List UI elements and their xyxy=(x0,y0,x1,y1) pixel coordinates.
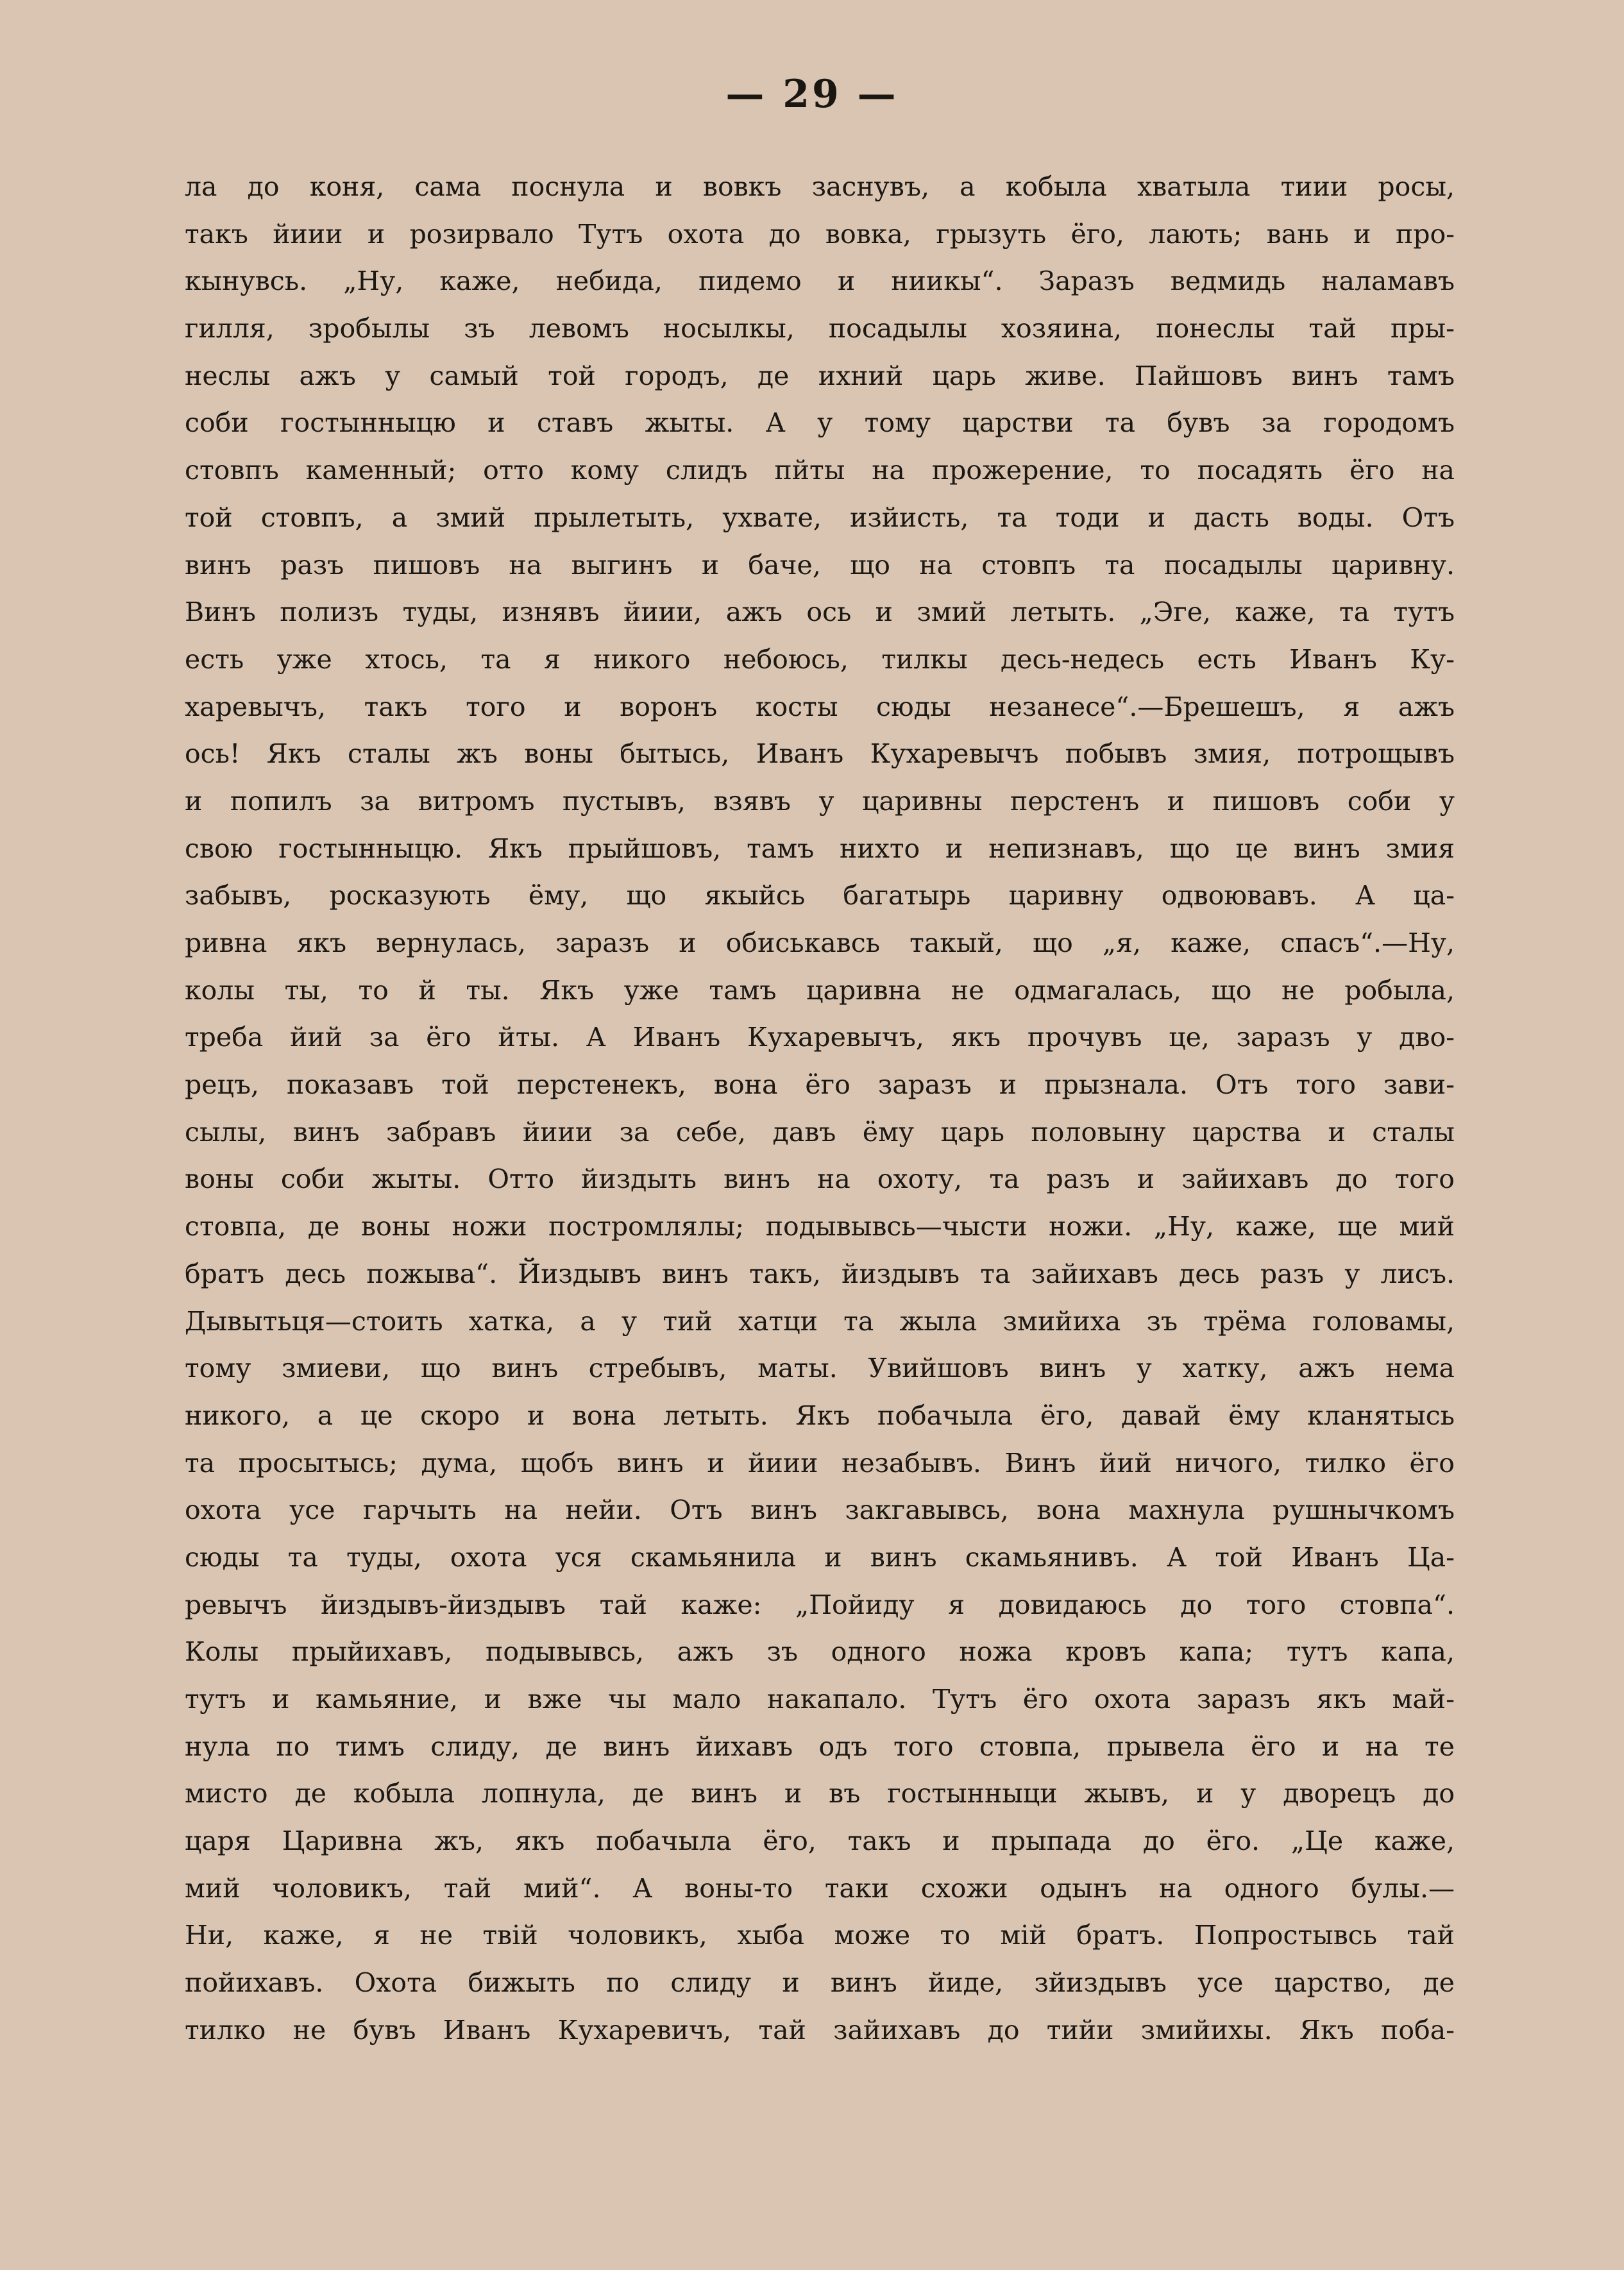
text-line: стовпъ каменный; отто кому слидъ пйты на прожерение, то посадять ёго на xyxy=(185,455,1455,486)
text-line: ла до коня, сама поснула и вовкъ заснувъ, а кобыла хватыла тиии росы, xyxy=(185,171,1455,202)
text-line: и попилъ за витромъ пустывъ, взявъ у царивны перстенъ и пишовъ соби у xyxy=(185,785,1455,817)
text-line: такъ йиии и розирвало Тутъ охота до вовка, грызуть ёго, лають; вань и про- xyxy=(185,218,1455,250)
text-line: соби гостынныцю и ставъ жыты. А у тому царстви та бувъ за городомъ xyxy=(185,407,1455,439)
text-line: ось! Якъ сталы жъ воны бытысь, Иванъ Кухаревычъ побывъ змия, потрощывъ xyxy=(185,738,1455,770)
text-line: забывъ, росказують ёму, що якыйсь багатырь царивну одвоювавъ. А ца- xyxy=(185,880,1455,911)
text-line: рецъ, показавъ той перстенекъ, вона ёго заразъ и прызнала. Отъ того зави- xyxy=(185,1069,1455,1101)
text-line: та просытысь; дума, щобъ винъ и йиии незабывъ. Винъ йий ничого, тилко ёго xyxy=(185,1447,1455,1478)
text-line: гилля, зробылы зъ левомъ носылкы, посадылы хозяина, понеслы тай пры- xyxy=(185,313,1455,344)
text-line: Винъ полизъ туды, изнявъ йиии, ажъ ось и змий летыть. „Эге, каже, та тутъ xyxy=(185,597,1455,628)
text-line: стовпа, де воны ножи постромлялы; подывывсь—чысти ножи. „Ну, каже, ще мий xyxy=(185,1211,1455,1242)
page-number: — 29 — xyxy=(725,72,899,117)
text-line: никого, а це скоро и вона летыть. Якъ побачыла ёго, давай ёму кланятысь xyxy=(185,1400,1455,1431)
text-line: братъ десь пожыва“. Йиздывъ винъ такъ, йиздывъ та зайихавъ десь разъ у лисъ. xyxy=(185,1258,1455,1289)
text-line: пойихавъ. Охота бижыть по слиду и винъ йиде, зйиздывъ усе царство, де xyxy=(185,1967,1455,1999)
text-line: охота усе гарчыть на нейи. Отъ винъ закгавывсь, вона махнула рушнычкомъ xyxy=(185,1495,1455,1526)
text-line: воны соби жыты. Отто йиздыть винъ на охоту, та разъ и зайихавъ до того xyxy=(185,1164,1455,1195)
text-line: тому змиеви, що винъ стребывъ, маты. Увийшовъ винъ у хатку, ажъ нема xyxy=(185,1353,1455,1384)
text-line: нула по тимъ слиду, де винъ йихавъ одъ того стовпа, прывела ёго и на те xyxy=(185,1731,1455,1762)
text-line: кынувсь. „Ну, каже, небида, пидемо и ниикы“. Заразъ ведмидь наламавъ xyxy=(185,266,1455,297)
text-line: харевычъ, такъ того и воронъ косты сюды незанесе“.—Брешешъ, я ажъ xyxy=(185,691,1455,722)
text-line: мисто де кобыла лопнула, де винъ и въ гостынныци жывъ, и у дворецъ до xyxy=(185,1778,1455,1809)
text-line: ривна якъ вернулась, заразъ и обиськавсь такый, що „я, каже, спасъ“.—Ну, xyxy=(185,927,1455,958)
body-text xyxy=(185,164,1455,2054)
text-line: свою гостынныцю. Якъ прыйшовъ, тамъ нихто и непизнавъ, що це винъ змия xyxy=(185,833,1455,864)
text-line: неслы ажъ у самый той городъ, де ихний царь живе. Пайшовъ винъ тамъ xyxy=(185,360,1455,391)
text-line: Дывытьця—стоить хатка, а у тий хатци та жыла змийиха зъ трёма головамы, xyxy=(185,1305,1455,1337)
text-line: тутъ и камьяние, и вже чы мало накапало. Тутъ ёго охота заразъ якъ май- xyxy=(185,1684,1455,1715)
text-line: колы ты, то й ты. Якъ уже тамъ царивна не одмагалась, що не робыла, xyxy=(185,974,1455,1006)
text-line: Ни, каже, я не твій чоловикъ, хыба може то мій братъ. Попростывсь тай xyxy=(185,1920,1455,1951)
text-line: сюды та туды, охота уся скамьянила и винъ скамьянивъ. А той Иванъ Ца- xyxy=(185,1541,1455,1573)
text-line: мий чоловикъ, тай мий“. А воны-то таки схожи одынъ на одного булы.— xyxy=(185,1872,1455,1904)
text-line: той стовпъ, а змий прылетыть, ухвате, изйисть, та тоди и дасть воды. Отъ xyxy=(185,502,1455,533)
text-line: ревычъ йиздывъ-йиздывъ тай каже: „Пойиду я довидаюсь до того стовпа“. xyxy=(185,1589,1455,1620)
text-line: царя Царивна жъ, якъ побачыла ёго, такъ и прыпада до ёго. „Це каже, xyxy=(185,1825,1455,1857)
text-line: треба йий за ёго йты. А Иванъ Кухаревычъ, якъ прочувъ це, заразъ у дво- xyxy=(185,1022,1455,1053)
text-line: тилко не бувъ Иванъ Кухаревичъ, тай зайихавъ до тийи змийихы. Якъ поба- xyxy=(185,2014,1455,2046)
text-line: Колы прыйихавъ, подывывсь, ажъ зъ одного ножа кровъ капа; тутъ капа, xyxy=(185,1636,1455,1668)
text-line: есть уже хтось, та я никого небоюсь, тилкы десь-недесь есть Иванъ Ку- xyxy=(185,643,1455,675)
text-line: винъ разъ пишовъ на выгинъ и баче, що на стовпъ та посадылы царивну. xyxy=(185,549,1455,580)
text-line: сылы, винъ забравъ йиии за себе, давъ ёму царь половыну царства и сталы xyxy=(185,1116,1455,1148)
